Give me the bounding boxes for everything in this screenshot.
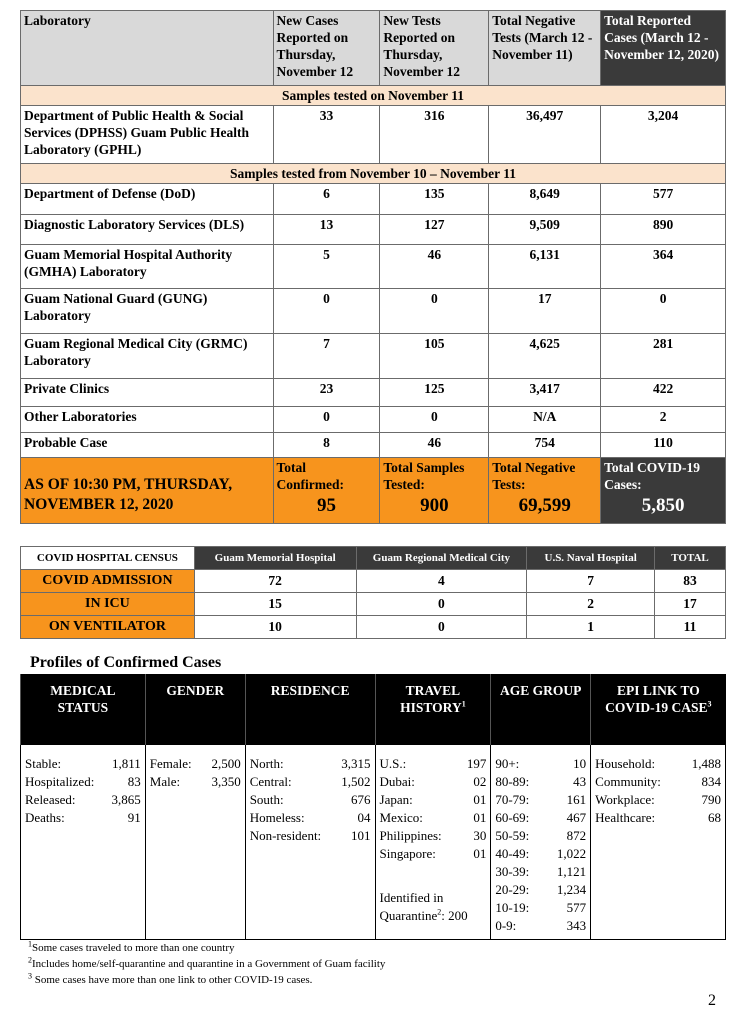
census-header-gmh: Guam Memorial Hospital (194, 547, 356, 570)
lab-new-cases: 0 (273, 289, 380, 334)
total-cases-label: Total COVID-19 Cases: (604, 460, 701, 492)
profiles-title: Profiles of Confirmed Cases (30, 654, 222, 671)
list-item (250, 773, 371, 791)
item-label: Community: (595, 773, 661, 789)
lab-negative: 36,497 (489, 106, 601, 164)
lab-name: Probable Case (21, 433, 274, 458)
item-label: Hospitalized: (25, 773, 95, 789)
item-value: 04 (357, 809, 371, 825)
section-label: Samples tested on November 11 (21, 86, 726, 106)
item-label: 70-79: (495, 791, 530, 807)
census-header-title: COVID HOSPITAL CENSUS (21, 547, 195, 570)
census-row-label: COVID ADMISSION (21, 570, 195, 593)
lab-new-cases: 8 (273, 433, 380, 458)
lab-row (21, 245, 726, 289)
lab-reported: 281 (601, 334, 726, 379)
list-item (595, 755, 721, 773)
header-gender: GENDER (145, 674, 245, 744)
epi-link-cell (591, 744, 726, 939)
travel-header-text: TRAVEL HISTORY (400, 683, 462, 715)
total-negative-label: Total Negative Tests: (492, 460, 576, 492)
lab-row (21, 379, 726, 407)
item-label: Female: (149, 755, 192, 771)
census-usnh: 1 (527, 616, 655, 639)
list-item (250, 791, 371, 809)
footnote-sup: 3 (28, 971, 32, 981)
total-negative-value: 69,599 (518, 495, 571, 516)
item-value: 1,234 (556, 881, 587, 897)
lab-reported: 364 (601, 245, 726, 289)
item-label: Dubai: (379, 773, 415, 789)
item-value: 1,488 (691, 755, 721, 771)
item-label: 40-49: (495, 845, 530, 861)
list-item (495, 809, 586, 827)
lab-new-cases: 6 (273, 184, 380, 215)
item-label: Workplace: (595, 791, 655, 807)
item-label: 60-69: (495, 809, 530, 825)
header-residence: RESIDENCE (245, 674, 375, 744)
item-value: 01 (473, 791, 487, 807)
list-item (495, 827, 586, 845)
list-item (595, 809, 721, 827)
item-value: 467 (566, 809, 587, 825)
profiles-header-row (21, 674, 726, 744)
lab-new-cases: 23 (273, 379, 380, 407)
hospital-census-table (20, 546, 726, 639)
header-total-reported: Total Reported Cases (March 12 - November 12, 2020) (601, 11, 726, 86)
item-value: 83 (127, 773, 141, 789)
lab-reported: 422 (601, 379, 726, 407)
list-item (595, 791, 721, 809)
item-value: 1,121 (556, 863, 587, 879)
total-confirmed-cell (273, 458, 380, 524)
lab-negative: 3,417 (489, 379, 601, 407)
item-value: 1,811 (112, 755, 141, 771)
list-item (25, 773, 141, 791)
item-value: 343 (566, 917, 587, 933)
list-item (25, 791, 141, 809)
census-row-ventilator (21, 616, 726, 639)
list-item (250, 809, 371, 827)
list-item (25, 755, 141, 773)
footnote-sup: 2 (28, 955, 32, 965)
census-usnh: 7 (527, 570, 655, 593)
item-label: 10-19: (495, 899, 530, 915)
item-label: Healthcare: (595, 809, 656, 825)
total-cases-value: 5,850 (641, 495, 685, 516)
medical-status-cell (21, 744, 146, 939)
lab-new-cases: 7 (273, 334, 380, 379)
list-item (495, 845, 586, 863)
lab-name: Other Laboratories (21, 407, 274, 433)
item-label: South: (249, 791, 284, 807)
lab-reported: 890 (601, 215, 726, 245)
laboratory-table (20, 10, 726, 524)
list-item (595, 773, 721, 791)
item-value: 577 (566, 899, 587, 915)
census-grmc: 4 (356, 570, 527, 593)
header-total-negative: Total Negative Tests (March 12 - November 11) (489, 11, 601, 86)
item-label: Male: (149, 773, 181, 789)
item-value: 3,315 (341, 755, 371, 771)
lab-new-tests: 0 (380, 289, 489, 334)
census-grmc: 0 (356, 616, 527, 639)
item-value: 91 (127, 809, 141, 825)
census-row-label: ON VENTILATOR (21, 616, 195, 639)
total-confirmed-label: Total Confirmed: (276, 460, 345, 492)
quarantine-item (380, 889, 487, 925)
age-group-cell (491, 744, 591, 939)
list-item (25, 809, 141, 827)
census-header-row (21, 547, 726, 570)
total-confirmed-value: 95 (316, 495, 336, 516)
census-header-grmc: Guam Regional Medical City (356, 547, 527, 570)
travel-history-cell (375, 744, 491, 939)
item-value: 101 (351, 827, 371, 843)
item-label: Stable: (25, 755, 62, 771)
footnote-text: Some cases have more than one link to other COVID-19 cases. (32, 974, 313, 986)
list-item (380, 809, 487, 827)
lab-negative: N/A (489, 407, 601, 433)
section-row-nov10-11 (21, 164, 726, 184)
item-label: Philippines: (379, 827, 442, 843)
census-row-admission (21, 570, 726, 593)
footnote (28, 940, 385, 956)
footnote-text: Some cases traveled to more than one country (32, 942, 235, 954)
quarantine-line2: Quarantine$^2$: 200 (379, 907, 468, 923)
item-label: 80-89: (495, 773, 530, 789)
epi-header-text: EPI LINK TO COVID-19 CASE (605, 683, 708, 715)
lab-reported: 110 (601, 433, 726, 458)
item-value: 01 (473, 845, 487, 861)
list-item (250, 755, 371, 773)
item-value: 02 (473, 773, 487, 789)
header-new-tests: New Tests Reported on Thursday, November 12 (380, 11, 489, 86)
lab-reported: 0 (601, 289, 726, 334)
item-value: 161 (566, 791, 587, 807)
list-item (150, 755, 241, 773)
census-header-total: TOTAL (655, 547, 726, 570)
census-header-usnh: U.S. Naval Hospital (527, 547, 655, 570)
list-item (495, 755, 586, 773)
lab-negative: 6,131 (489, 245, 601, 289)
list-item (250, 827, 371, 845)
list-item (495, 791, 586, 809)
total-samples-value: 900 (420, 495, 449, 516)
census-gmh: 10 (194, 616, 356, 639)
lab-new-cases: 33 (273, 106, 380, 164)
item-value: 1,502 (341, 773, 371, 789)
item-label: 20-29: (495, 881, 530, 897)
lab-new-tests: 105 (380, 334, 489, 379)
lab-new-tests: 46 (380, 245, 489, 289)
lab-new-tests: 127 (380, 215, 489, 245)
lab-new-cases: 13 (273, 215, 380, 245)
header-medical-status: MEDICAL STATUS (21, 674, 146, 744)
item-value: 1,022 (556, 845, 587, 861)
item-value: 834 (701, 773, 721, 789)
item-label: Released: (25, 791, 76, 807)
lab-name: Department of Public Health & Social Services (DPHSS) Guam Public Health Laboratory (GPHL) (21, 106, 274, 164)
lab-negative: 754 (489, 433, 601, 458)
as-of-label: AS OF 10:30 PM, THURSDAY, NOVEMBER 12, 2020 (24, 476, 233, 513)
header-laboratory: Laboratory (21, 11, 274, 86)
list-item (495, 917, 586, 935)
list-item (150, 773, 241, 791)
lab-name: Diagnostic Laboratory Services (DLS) (21, 215, 274, 245)
lab-reported: 3,204 (601, 106, 726, 164)
lab-negative: 17 (489, 289, 601, 334)
item-value: 3,350 (211, 773, 241, 789)
page-number: 2 (708, 992, 716, 1009)
census-row-label: IN ICU (21, 593, 195, 616)
item-value: 3,865 (111, 791, 141, 807)
lab-reported: 2 (601, 407, 726, 433)
item-label: Central: (249, 773, 292, 789)
list-item (495, 899, 586, 917)
item-label: Household: (595, 755, 656, 771)
lab-name: Private Clinics (21, 379, 274, 407)
lab-reported: 577 (601, 184, 726, 215)
item-label: Deaths: (25, 809, 65, 825)
item-label: 90+: (495, 755, 520, 771)
quarantine-sup: 2 (437, 907, 442, 917)
lab-new-tests: 46 (380, 433, 489, 458)
list-item (380, 845, 487, 863)
item-label: Japan: (379, 791, 413, 807)
census-usnh: 2 (527, 593, 655, 616)
item-value: 30 (473, 827, 487, 843)
item-value: 872 (566, 827, 587, 843)
lab-row (21, 334, 726, 379)
census-gmh: 72 (194, 570, 356, 593)
section-label: Samples tested from November 10 – November 11 (21, 164, 726, 184)
item-value: 197 (466, 755, 487, 771)
lab-name: Guam Memorial Hospital Authority (GMHA) Laboratory (21, 245, 274, 289)
total-samples-cell (380, 458, 489, 524)
item-label: Mexico: (379, 809, 423, 825)
lab-name: Department of Defense (DoD) (21, 184, 274, 215)
lab-row (21, 215, 726, 245)
lab-row (21, 407, 726, 433)
header-epi-link (591, 674, 726, 744)
footnote-sup: 1 (28, 939, 32, 949)
as-of-cell (21, 458, 274, 524)
lab-name: Guam Regional Medical City (GRMC) Laboratory (21, 334, 274, 379)
census-total: 11 (655, 616, 726, 639)
residence-cell (245, 744, 375, 939)
epi-header-sup: 3 (707, 699, 712, 709)
footnotes (28, 940, 385, 988)
lab-new-cases: 0 (273, 407, 380, 433)
item-label: Homeless: (249, 809, 305, 825)
lab-header-row (21, 11, 726, 86)
census-total: 83 (655, 570, 726, 593)
census-grmc: 0 (356, 593, 527, 616)
list-item (380, 791, 487, 809)
item-value: 10 (573, 755, 587, 771)
item-label: Non-resident: (249, 827, 322, 843)
item-value: 2,500 (211, 755, 241, 771)
lab-negative: 8,649 (489, 184, 601, 215)
item-label: Singapore: (379, 845, 436, 861)
footnote (28, 956, 385, 972)
lab-row (21, 184, 726, 215)
item-value: 68 (708, 809, 721, 825)
list-item (380, 755, 487, 773)
list-item (380, 827, 487, 845)
item-value: 790 (701, 791, 721, 807)
profiles-body-row (21, 744, 726, 939)
total-samples-label: Total Samples Tested: (383, 460, 465, 492)
census-total: 17 (655, 593, 726, 616)
item-value: 01 (473, 809, 487, 825)
list-item (380, 773, 487, 791)
section-row-nov11 (21, 86, 726, 106)
lab-negative: 4,625 (489, 334, 601, 379)
footnote (28, 972, 385, 988)
quarantine-value: 200 (448, 907, 468, 923)
header-travel-history (375, 674, 491, 744)
lab-new-tests: 125 (380, 379, 489, 407)
item-value: 676 (351, 791, 371, 807)
travel-header-sup: 1 (461, 699, 466, 709)
lab-row (21, 289, 726, 334)
gender-cell (145, 744, 245, 939)
footnote-text: Includes home/self-quarantine and quarantine in a Government of Guam facility (32, 958, 386, 970)
lab-new-tests: 135 (380, 184, 489, 215)
census-gmh: 15 (194, 593, 356, 616)
item-label: 30-39: (495, 863, 530, 879)
lab-new-cases: 5 (273, 245, 380, 289)
total-cases-cell (601, 458, 726, 524)
lab-negative: 9,509 (489, 215, 601, 245)
lab-new-tests: 316 (380, 106, 489, 164)
list-item (495, 881, 586, 899)
item-label: 0-9: (495, 917, 517, 933)
profiles-table (20, 674, 726, 940)
header-age-group: AGE GROUP (491, 674, 591, 744)
lab-new-tests: 0 (380, 407, 489, 433)
lab-name: Guam National Guard (GUNG) Laboratory (21, 289, 274, 334)
header-new-cases: New Cases Reported on Thursday, November 12 (273, 11, 380, 86)
lab-row (21, 433, 726, 458)
item-label: 50-59: (495, 827, 530, 843)
lab-row-gphl (21, 106, 726, 164)
item-label: North: (249, 755, 284, 771)
census-row-icu (21, 593, 726, 616)
item-value: 43 (573, 773, 587, 789)
list-item (495, 773, 586, 791)
quarantine-line1: Identified in (379, 889, 444, 905)
totals-row (21, 458, 726, 524)
item-label: U.S.: (379, 755, 407, 771)
total-negative-cell (489, 458, 601, 524)
list-item (495, 863, 586, 881)
quarantine-label: Quarantine (379, 907, 438, 923)
